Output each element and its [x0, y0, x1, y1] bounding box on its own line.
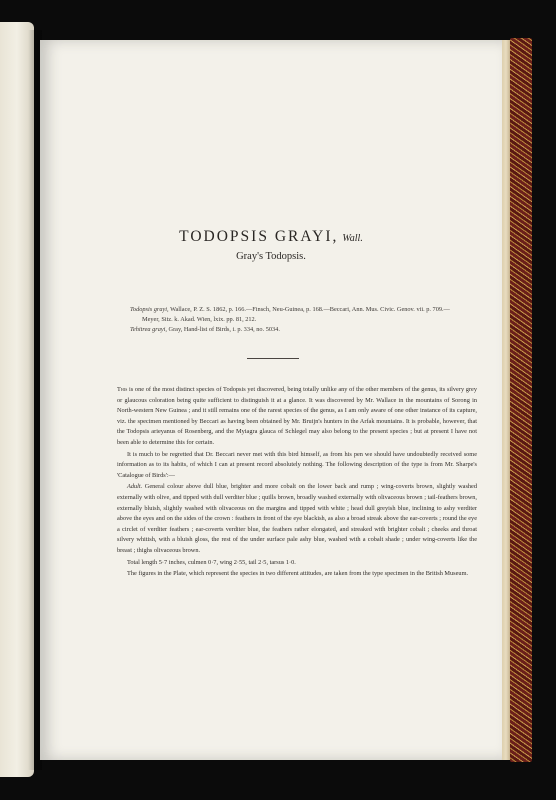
species-name: TODOPSIS GRAYI, [179, 228, 339, 245]
marbled-edge [510, 38, 532, 762]
reference-taxon: Tehitrea grayi, [130, 326, 167, 333]
paragraph [117, 385, 477, 449]
book-page [40, 40, 502, 760]
common-name: Gray's Todopsis. [236, 251, 306, 262]
reference-text: Gray, Hand-list of Birds, i. p. 334, no. 5034. [166, 326, 280, 333]
species-title [40, 228, 502, 246]
paragraph-lead: Adult. [127, 483, 143, 491]
reference-text: Wallace, P. Z. S. 1862, p. 166.—Finsch, Neu-Guinea, p. 168.—Beccari, Ann. Mus. Civic. Genov. vii. p. 709.—Meyer, Sitz. k. Akad. Wien, lxix. pp. 81, 212. [142, 306, 450, 323]
divider-rule [247, 358, 299, 359]
measurements: Total length 5·7 inches, culmen 0·7, wing 2·55, tail 2·5, tarsus 1·0. [127, 558, 296, 566]
paragraph [117, 482, 477, 556]
paragraph: The figures in the Plate, which represent the species in two different attitudes, are taken from the type specimen in the British Museum. [127, 570, 469, 578]
paragraph-text: General colour above dull blue, brighter and more cobalt on the lower back and rump ; wing-coverts brown, slightly washed externally with olive, and tipped with dull verditer blue ; quills brown, broadly washed externally with olivaceous brown ; tail-feathers brown, externally bluish, slightly washed with olivaceous on the margins and tipped with white ; head dull greyish blue, inclining to ashy verditer above the eyes and on the sides of the crown : feathers in front of the eye blackish, as also a broad streak above the ear-coverts ; round the eye a circlet of verditer feathers ; ear-coverts verditer blue, the feathers rather elongated, and streaked with brighter cobalt ; cheeks and throat silvery whitish, with a bluish gloss, the rest of the under surface pale ashy blue, washed with a cobalt shade ; under wing-coverts like the breast ; thighs olivaceous brown. [117, 483, 477, 554]
body-text [117, 385, 477, 581]
reference-entry [130, 325, 465, 335]
reference-entry [130, 305, 465, 325]
title-block [40, 228, 502, 262]
paragraph-text: is one of the most distinct species of Todopsis yet discovered, being totally unlike any of the other members of the genus, its silvery grey or glaucous coloration being quite sufficient to distinguish it at a glance. It was discovered by Mr. Wallace in the mountains of Sorong in North-western New Guinea ; and it still remains one of the rarest species of the genus, as I am only aware of one other instance of its capture, viz. the specimen mentioned by Beccari as having been obtained by Mr. Bruijn's hunters in the Arfak mountains. It is probable, however, that the Todopsis arieyanus of Rosenberg, and the Myiagra glauca of Schlegel may also belong to the present species ; but at present I have not been able to determine this for certain. [117, 386, 477, 446]
paragraph-lead: This [117, 386, 128, 393]
reference-taxon: Todopsis grayi, [130, 306, 169, 313]
species-authority: Wall. [342, 233, 363, 244]
synonymy-references [130, 305, 465, 335]
paragraph: It is much to be regretted that Dr. Beccari never met with this bird himself, as from his pen we should have undoubtedly received some information as to its habits, of which I can at present record absolutely nothing. The following description of the type is from Mr. Sharpe's 'Catalogue of Birds':— [117, 450, 477, 479]
